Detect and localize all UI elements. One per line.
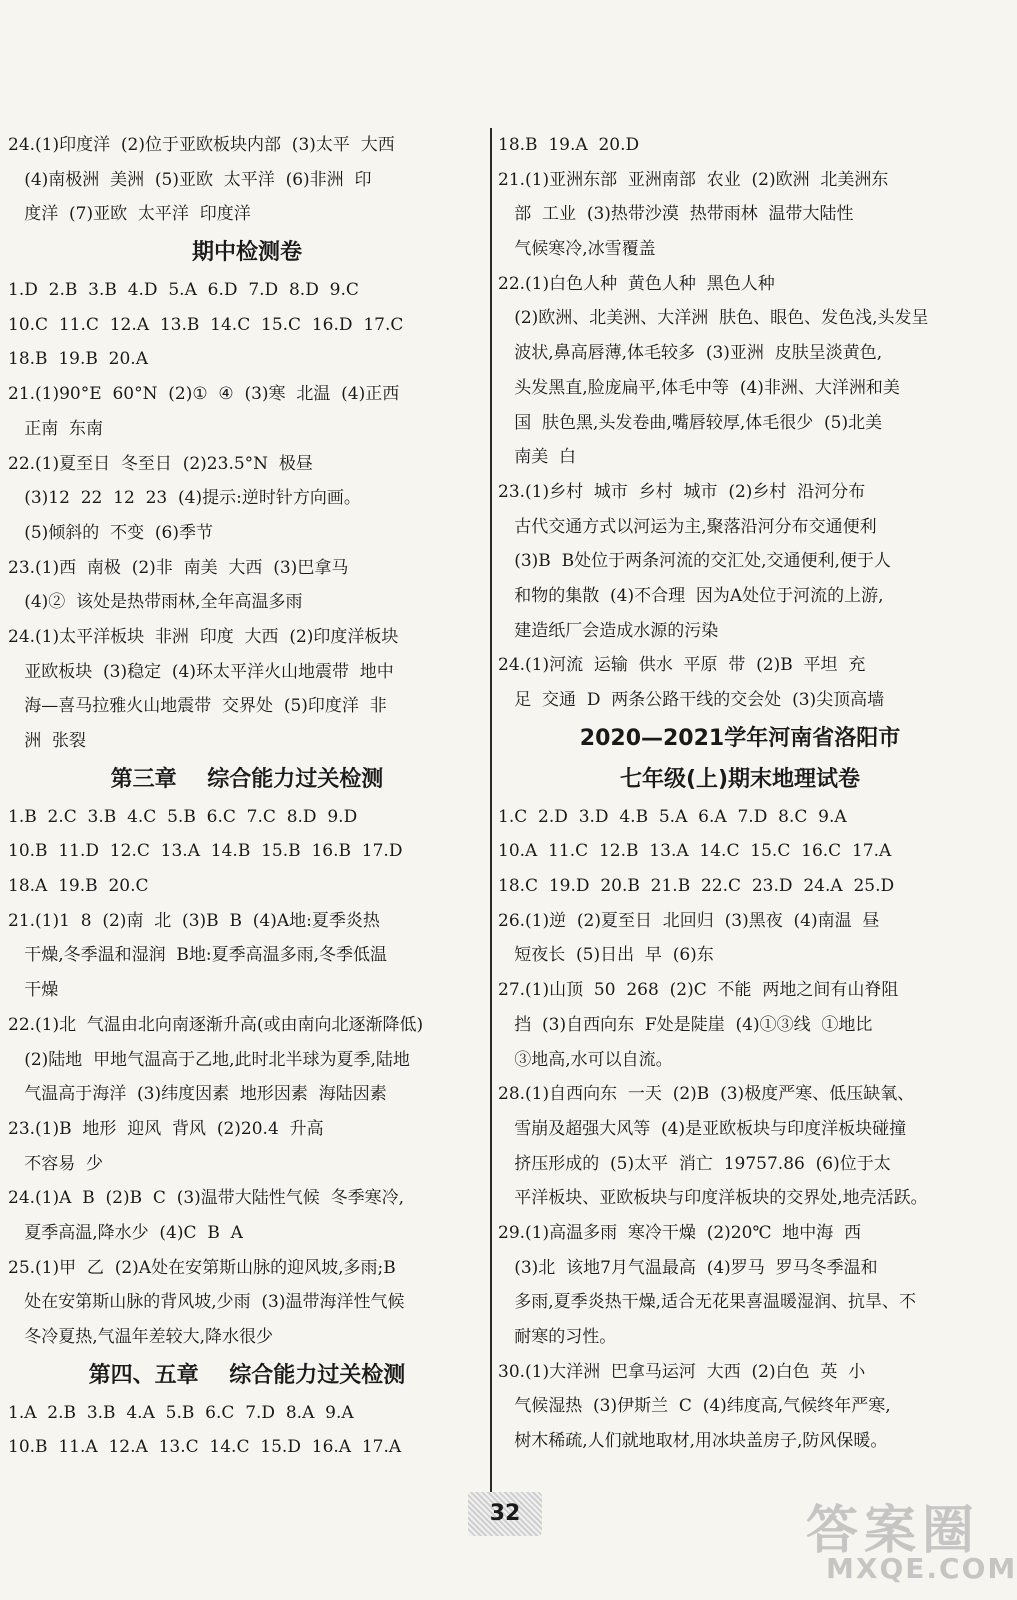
answer-line: (4)南极洲 美洲 (5)亚欧 太平洋 (6)非洲 印 [8, 169, 372, 190]
answer-line: 雪崩及超强大风等 (4)是亚欧板块与印度洋板块碰撞 [498, 1118, 907, 1139]
answer-line: 23.(1)B 地形 迎风 背风 (2)20.4 升高 [8, 1118, 324, 1139]
answer-line: 短夜长 (5)日出 早 (6)东 [498, 945, 714, 966]
answer-line: (2)陆地 甲地气温高于乙地,此时北半球为夏季,陆地 [8, 1049, 410, 1070]
answer-line: 古代交通方式以河运为主,聚落沿河分布交通便利 [498, 516, 877, 537]
answer-line: 1.A 2.B 3.B 4.A 5.B 6.C 7.D 8.A 9.A [8, 1402, 354, 1423]
column-divider [490, 128, 492, 1496]
answer-line: 22.(1)北 气温由北向南逐渐升高(或由南向北逐渐降低) [8, 1014, 424, 1035]
answer-line: 国 肤色黑,头发卷曲,嘴唇较厚,体毛很少 (5)北美 [498, 412, 883, 433]
answer-line: (3)B B处位于两条河流的交汇处,交通便利,便于人 [498, 551, 891, 572]
answer-line: 海—喜马拉雅火山地震带 交界处 (5)印度洋 非 [8, 696, 387, 717]
answer-line: 干燥,冬季温和湿润 B地:夏季高温多雨,冬季低温 [8, 945, 388, 966]
answer-line: (4)② 该处是热带雨林,全年高温多雨 [8, 592, 303, 613]
answer-line: (3)北 该地7月气温最高 (4)罗马 罗马冬季温和 [498, 1257, 878, 1278]
answer-line: 21.(1)90°E 60°N (2)① ④ (3)寒 北温 (4)正西 [8, 384, 400, 405]
answer-line: 洲 张裂 [8, 731, 87, 751]
answer-line: 部 工业 (3)热带沙漠 热带雨林 温带大陆性 [498, 204, 854, 225]
answer-line: 22.(1)白色人种 黄色人种 黑色人种 [498, 273, 775, 294]
answer-line: 亚欧板块 (3)稳定 (4)环太平洋火山地震带 地中 [8, 661, 394, 682]
watermark-main-text: 答案圈 [806, 1501, 981, 1561]
answer-line: 10.A 11.C 12.B 13.A 14.C 15.C 16.C 17.A [498, 841, 892, 862]
section-heading: 2020—2021学年河南省洛阳市 [579, 725, 901, 751]
answer-line: 夏季高温,降水少 (4)C B A [8, 1222, 243, 1243]
answer-line: 29.(1)高温多雨 寒冷干燥 (2)20℃ 地中海 西 [498, 1222, 862, 1243]
answer-line: 23.(1)西 南极 (2)非 南美 大西 (3)巴拿马 [8, 557, 349, 578]
answer-line: 21.(1)亚洲东部 亚洲南部 农业 (2)欧洲 北美洲东 [498, 169, 889, 190]
answer-line: 耐寒的习性。 [498, 1327, 617, 1347]
answer-line: 和物的集散 (4)不合理 因为A处位于河流的上游, [498, 585, 884, 606]
answer-line: 18.C 19.D 20.B 21.B 22.C 23.D 24.A 25.D [498, 876, 895, 897]
answer-line: 不容易 少 [8, 1153, 104, 1174]
answer-line: 22.(1)夏至日 冬至日 (2)23.5°N 极昼 [8, 453, 313, 474]
answer-line: 气候湿热 (3)伊斯兰 C (4)纬度高,气候终年严寒, [498, 1396, 891, 1417]
answer-line: 18.B 19.B 20.A [8, 349, 148, 370]
answer-line: 27.(1)山顶 50 268 (2)C 不能 两地之间有山脊阻 [498, 980, 899, 1001]
left-column [8, 128, 486, 1465]
answer-line: 挡 (3)自西向东 F处是陡崖 (4)①③线 ①地比 [498, 1014, 873, 1035]
answer-line: 南美 白 [498, 447, 577, 468]
watermark-url-text: MXQE.COM [826, 1552, 1017, 1585]
answer-line: 1.D 2.B 3.B 4.D 5.A 6.D 7.D 8.D 9.C [8, 280, 359, 301]
answer-line: 正南 东南 [8, 418, 104, 439]
section-heading: 第四、五章 综合能力过关检测 [88, 1362, 406, 1388]
answer-line: 挤压形成的 (5)太平 消亡 19757.86 (6)位于太 [498, 1153, 891, 1174]
answer-line: 24.(1)A B (2)B C (3)温带大陆性气候 冬季寒冷, [8, 1188, 404, 1209]
answer-line: (2)欧洲、北美洲、大洋洲 肤色、眼色、发色浅,头发呈 [498, 308, 929, 329]
answer-line: 24.(1)印度洋 (2)位于亚欧板块内部 (3)太平 大西 [8, 135, 395, 155]
answer-line: 干燥 [8, 980, 59, 1001]
answer-line: 23.(1)乡村 城市 乡村 城市 (2)乡村 沿河分布 [498, 481, 866, 502]
answer-line: 建造纸厂会造成水源的污染 [498, 620, 719, 641]
answer-line: 处在安第斯山脉的背风坡,少雨 (3)温带海洋性气候 [8, 1292, 405, 1313]
answer-line: 21.(1)1 8 (2)南 北 (3)B B (4)A地:夏季炎热 [8, 910, 380, 931]
answer-line: 10.C 11.C 12.A 13.B 14.C 15.C 16.D 17.C [8, 314, 404, 335]
answer-line: 18.B 19.A 20.D [498, 135, 640, 155]
answer-line: 18.A 19.B 20.C [8, 876, 149, 897]
answer-line: (3)12 22 12 23 (4)提示:逆时针方向画。 [8, 488, 361, 509]
answer-line: ③地高,水可以自流。 [498, 1049, 673, 1070]
watermark-logo [766, 1488, 1017, 1596]
answer-line: (5)倾斜的 不变 (6)季节 [8, 522, 213, 543]
answer-line: 1.C 2.D 3.D 4.B 5.A 6.A 7.D 8.C 9.A [498, 806, 847, 827]
answer-line: 足 交通 D 两条公路干线的交会处 (3)尖顶高墙 [498, 690, 885, 710]
answer-line: 25.(1)甲 乙 (2)A处在安第斯山脉的迎风坡,多雨;B [8, 1257, 396, 1278]
answer-line: 冬冷夏热,气温年差较大,降水很少 [8, 1327, 274, 1347]
answer-line: 24.(1)太平洋板块 非洲 印度 大西 (2)印度洋板块 [8, 626, 399, 647]
answer-line: 1.B 2.C 3.B 4.C 5.B 6.C 7.C 8.D 9.D [8, 806, 358, 827]
answer-line: 波状,鼻高唇薄,体毛较多 (3)亚洲 皮肤呈淡黄色, [498, 343, 883, 364]
answer-line: 10.B 11.D 12.C 13.A 14.B 15.B 16.B 17.D [8, 841, 403, 862]
answer-line: 多雨,夏季炎热干燥,适合无花果喜温暖湿润、抗旱、不 [498, 1292, 917, 1313]
answer-line: 头发黑直,脸庞扁平,体毛中等 (4)非洲、大洋洲和美 [498, 377, 900, 398]
section-heading: 七年级(上)期末地理试卷 [619, 766, 861, 792]
answer-line: 30.(1)大洋洲 巴拿马运河 大西 (2)白色 英 小 [498, 1361, 866, 1382]
answer-line: 度洋 (7)亚欧 太平洋 印度洋 [8, 204, 251, 225]
answer-line: 26.(1)逆 (2)夏至日 北回归 (3)黑夜 (4)南温 昼 [498, 910, 880, 931]
answer-line: 24.(1)河流 运输 供水 平原 带 (2)B 平坦 充 [498, 655, 866, 676]
right-column [498, 128, 982, 1459]
page-number: 32 [468, 1492, 542, 1536]
section-heading: 期中检测卷 [191, 240, 302, 266]
answer-line: 10.B 11.A 12.A 13.C 14.C 15.D 16.A 17.A [8, 1437, 402, 1458]
answer-line: 28.(1)自西向东 一天 (2)B (3)极度严寒、低压缺氧、 [498, 1084, 915, 1105]
answer-line: 气候寒冷,冰雪覆盖 [498, 239, 656, 260]
answer-line: 树木稀疏,人们就地取材,用冰块盖房子,防风保暖。 [498, 1431, 888, 1452]
section-heading: 第三章 综合能力过关检测 [110, 766, 384, 792]
answer-line: 平洋板块、亚欧板块与印度洋板块的交界处,地壳活跃。 [498, 1188, 928, 1209]
answer-line: 气温高于海洋 (3)纬度因素 地形因素 海陆因素 [8, 1084, 387, 1105]
